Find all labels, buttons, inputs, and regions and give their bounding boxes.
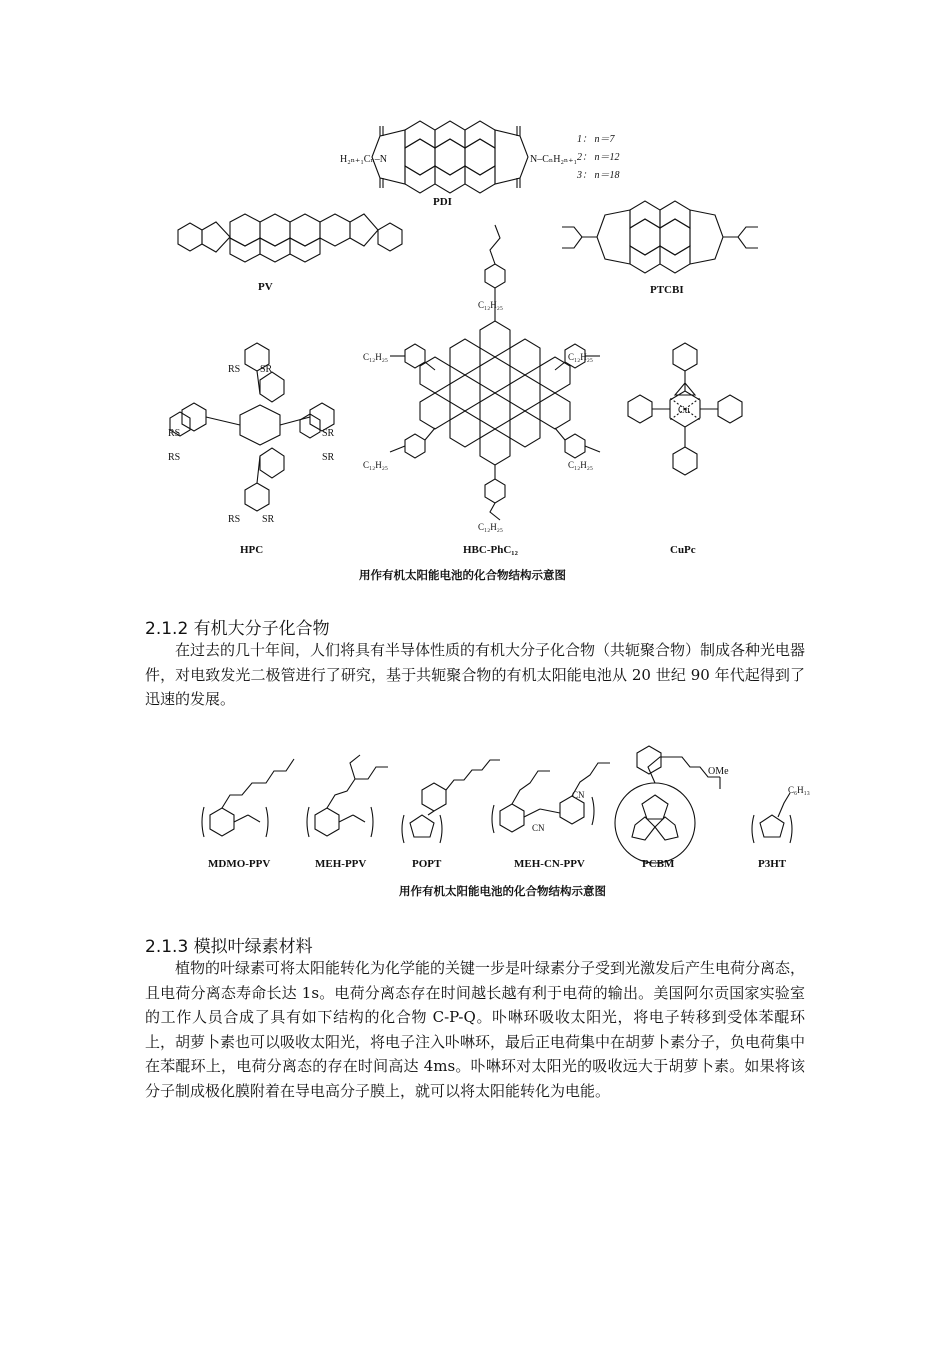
pdi-left-chain: H₂ₙ₊₁Cₙ–N bbox=[340, 154, 388, 165]
pdi-n-value-3: 3： n＝18 bbox=[577, 170, 620, 181]
hbc-structure bbox=[390, 225, 600, 520]
meh-ppv-structure bbox=[307, 755, 388, 837]
hbc-chain-top: C₁₂H₂₅ bbox=[478, 300, 504, 310]
hbc-chain-upper-right: C₁₂H₂₅ bbox=[568, 352, 594, 362]
label-ptcbi: PTCBI bbox=[650, 284, 684, 296]
hbc-chain-lower-left: C₁₂H₂₅ bbox=[363, 460, 389, 470]
hpc-sr-4: SR bbox=[262, 514, 275, 525]
hpc-sr-1: SR bbox=[260, 364, 273, 375]
chemical-structures-drawing bbox=[150, 110, 800, 590]
figure2-caption: 用作有机太阳能电池的化合物结构示意图 bbox=[399, 884, 606, 898]
polymer-structures-drawing bbox=[190, 745, 810, 875]
label-popt: POPT bbox=[412, 858, 442, 870]
section-212-paragraph: 在过去的几十年间，人们将具有半导体性质的有机大分子化合物（共轭聚合物）制成各种光电器件，对电致发光二极管进行了研究，基于共轭聚合物的有机太阳能电池从 20 世纪 90 年代起得到了迅速的发展。 bbox=[145, 641, 806, 709]
meh-cn-cn-bottom: CN bbox=[532, 823, 545, 833]
label-p3ht: P3HT bbox=[758, 858, 787, 870]
hpc-sr-3: SR bbox=[322, 452, 335, 463]
pdi-right-chain: N–CₙH₂ₙ₊₁ bbox=[530, 154, 578, 165]
label-hbc: HBC-PhC₁₂ bbox=[463, 544, 518, 556]
pdi-structure bbox=[372, 121, 528, 193]
hpc-rs-3: RS bbox=[168, 452, 181, 463]
hbc-chain-upper-left: C₁₂H₂₅ bbox=[363, 352, 389, 362]
hbc-chain-bottom: C₁₂H₂₅ bbox=[478, 522, 504, 532]
pv-structure bbox=[178, 214, 402, 262]
section-213-paragraph: 植物的叶绿素可将太阳能转化为化学能的关键一步是叶绿素分子受到光激发后产生电荷分离态，且电荷分离态寿命长达 1s。电荷分离态存在时间越长越有利于电荷的输出。美国阿尔贡国家实验室的工作人员合成了具有如下结构的化合物 C-P-Q。卟啉环吸收太阳光，将电子转移到受体苯醌环上，胡萝卜素也可以吸收太阳光，将电子注入卟啉环，最后正电荷集中在胡萝卜素分子，负电荷集中在苯醌环上，电荷分离态的存在时间高达 4ms。卟啉环对太阳光的吸收远大于胡萝卜素。如果将该分子制成极化膜附着在导电高分子膜上，就可以将太阳能转化为电能。 bbox=[145, 959, 806, 1100]
hpc-sr-2: SR bbox=[322, 428, 335, 439]
hbc-chain-lower-right: C₁₂H₂₅ bbox=[568, 460, 594, 470]
pdi-n-value-2: 2： n＝12 bbox=[577, 152, 620, 163]
meh-cn-cn-top: CN bbox=[572, 790, 585, 800]
label-hpc: HPC bbox=[240, 544, 264, 556]
figure1-caption: 用作有机太阳能电池的化合物结构示意图 bbox=[359, 568, 566, 582]
label-pv: PV bbox=[258, 281, 273, 293]
hpc-rs-1: RS bbox=[228, 364, 241, 375]
p3ht-structure bbox=[752, 793, 792, 843]
hpc-structure bbox=[170, 343, 334, 511]
pdi-n-value-1: 1： n＝7 bbox=[577, 134, 615, 145]
label-meh-ppv: MEH-PPV bbox=[315, 858, 367, 870]
label-cupc: CuPc bbox=[670, 544, 696, 556]
label-pdi: PDI bbox=[433, 196, 452, 208]
cupc-metal: Cu bbox=[678, 405, 690, 416]
pcbm-structure bbox=[615, 746, 720, 863]
figure-polymer-structures bbox=[190, 745, 810, 875]
ptcbi-structure bbox=[562, 201, 758, 273]
mdmo-ppv-structure bbox=[202, 759, 294, 837]
pcbm-ome: OMe bbox=[708, 766, 729, 777]
hpc-rs-2: RS bbox=[168, 428, 181, 439]
popt-structure bbox=[402, 760, 500, 843]
label-pcbm: PCBM bbox=[642, 858, 675, 870]
label-meh-cn-ppv: MEH-CN-PPV bbox=[514, 858, 585, 870]
p3ht-chain: C₆H₁₃ bbox=[788, 785, 810, 795]
figure-organic-solar-compounds bbox=[150, 110, 800, 590]
section-212-heading: 2.1.2 有机大分子化合物 bbox=[145, 619, 330, 639]
meh-cn-ppv-structure bbox=[492, 763, 610, 833]
hpc-rs-4: RS bbox=[228, 514, 241, 525]
label-mdmo-ppv: MDMO-PPV bbox=[208, 858, 271, 870]
section-213-heading: 2.1.3 模拟叶绿素材料 bbox=[145, 937, 313, 957]
